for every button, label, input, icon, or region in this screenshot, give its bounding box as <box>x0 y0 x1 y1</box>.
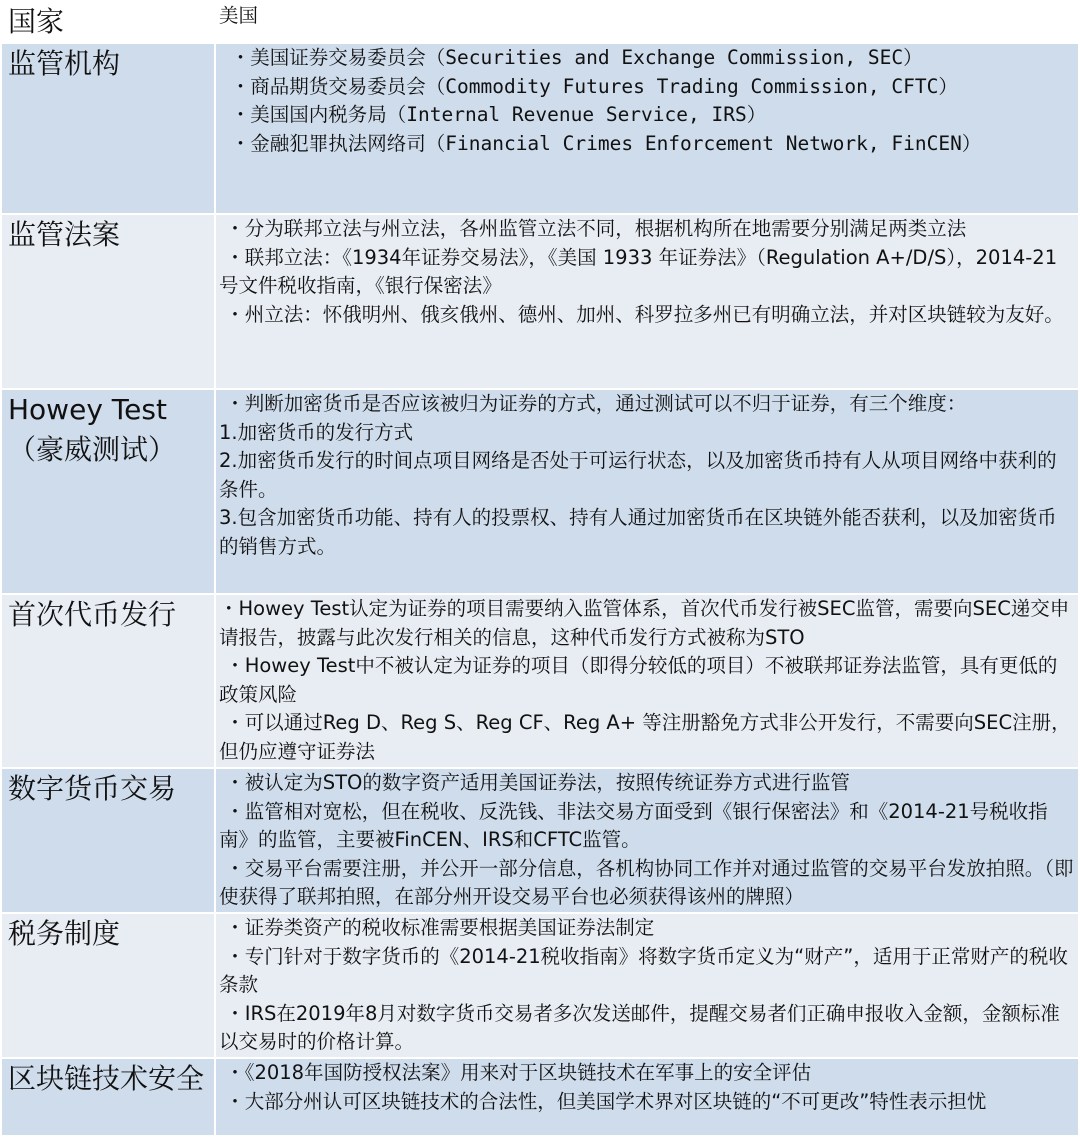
value-line: ・判断加密货币是否应该被归为证券的方式，通过测试可以不归于证券，有三个维度： <box>219 392 967 415</box>
table-row <box>1 913 1079 1058</box>
value-line: ・分为联邦立法与州立法，各州监管立法不同，根据机构所在地需要分别满足两类立法 <box>219 217 967 240</box>
howey-test-label-cn: （豪威测试） <box>8 433 177 466</box>
value-line: 美国 <box>219 4 259 27</box>
value-line: ・被认定为STO的数字资产适用美国证券法，按照传统证券方式进行监管 <box>219 771 850 794</box>
row-value-blockchain-security <box>215 1058 1079 1136</box>
value-line: ・Howey Test认定为证券的项目需要纳入监管体系，首次代币发行被SEC监管，需要向SEC递交申请报告，披露与此次发行相关的信息，这种代币发行方式被称为STO <box>219 597 1070 649</box>
value-line: ・可以通过Reg D、Reg S、Reg CF、Reg A+ 等注册豁免方式非公开发行，不需要向SEC注册，但仍应遵守证券法 <box>219 711 1071 763</box>
value-line: ・证券类资产的税收标准需要根据美国证券法制定 <box>219 916 655 939</box>
value-line: ・专门针对于数字货币的《2014-21税收指南》将数字货币定义为“财产”，适用于正常财产的税收条款 <box>219 944 1068 997</box>
row-key-ico: 首次代币发行 <box>1 594 215 768</box>
row-key-digital-currency-trading: 数字货币交易 <box>1 768 215 913</box>
table-row <box>1 768 1079 913</box>
table-row <box>1 1058 1079 1136</box>
row-value-tax-system <box>215 913 1079 1058</box>
row-value-ico <box>215 594 1079 768</box>
row-key-howey-test <box>1 389 215 594</box>
value-line: ・美国证券交易委员会（Securities and Exchange Commission, SEC） <box>219 46 923 69</box>
value-line: ・监管相对宽松，但在税收、反洗钱、非法交易方面受到《银行保密法》和《2014-21号税收指南》的监管，主要被FinCEN、IRS和CFTC监管。 <box>219 799 1048 852</box>
value-line: ・交易平台需要注册，并公开一部分信息，各机构协同工作并对通过监管的交易平台发放拍照。（即使获得了联邦拍照，在部分州开设交易平台也必须获得该州的牌照） <box>219 856 1074 909</box>
row-value-digital-currency-trading <box>215 768 1079 913</box>
value-line: 2.加密货币发行的时间点项目网络是否处于可运行状态，以及加密货币持有人从项目网络中获利的条件。 <box>219 449 1057 501</box>
row-value-country <box>215 1 1079 43</box>
row-key-tax-system: 税务制度 <box>1 913 215 1058</box>
table-row <box>1 43 1079 214</box>
table-row <box>1 389 1079 594</box>
value-line: ・联邦立法：《1934年证券交易法》，《美国 1933 年证券法》（Regulation A+/D/S），2014-21号文件税收指南，《银行保密法》 <box>219 245 1058 298</box>
value-line: ・商品期货交易委员会（Commodity Futures Trading Commission, CFTC） <box>219 74 958 98</box>
row-value-regulators <box>215 43 1079 214</box>
value-line: ・大部分州认可区块链技术的合法性，但美国学术界对区块链的“不可更改”特性表示担忧 <box>219 1089 987 1113</box>
value-line: ・金融犯罪执法网络司（Financial Crimes Enforcement Network, FinCEN） <box>219 131 982 155</box>
row-value-howey-test <box>215 389 1079 594</box>
value-line: 1.加密货币的发行方式 <box>219 420 414 444</box>
value-line: ・美国国内税务局（Internal Revenue Service, IRS） <box>219 103 767 127</box>
value-line: ・州立法：怀俄明州、俄亥俄州、德州、加州、科罗拉多州已有明确立法，并对区块链较为友好。 <box>219 302 1064 326</box>
row-key-blockchain-security: 区块链技术安全 <box>1 1058 215 1136</box>
table-row <box>1 594 1079 768</box>
row-key-regulators: 监管机构 <box>1 43 215 214</box>
row-value-regulation-acts <box>215 214 1079 389</box>
value-line: ・IRS在2019年8月对数字货币交易者多次发送邮件，提醒交易者们正确申报收入金额，金额标准以交易时的价格计算。 <box>219 1001 1060 1054</box>
row-key-regulation-acts: 监管法案 <box>1 214 215 389</box>
row-key-country: 国家 <box>1 1 215 43</box>
value-line: ・Howey Test中不被认定为证券的项目（即得分较低的项目）不被联邦证券法监管，具有更低的政策风险 <box>219 654 1058 706</box>
table-row <box>1 214 1079 389</box>
value-line: 3.包含加密货币功能、持有人的投票权、持有人通过加密货币在区块链外能否获利，以及加密货币的销售方式。 <box>219 506 1057 558</box>
value-line: ・《2018年国防授权法案》用来对于区块链技术在军事上的安全评估 <box>219 1060 812 1084</box>
table-row <box>1 1 1079 43</box>
howey-test-label: Howey Test <box>8 393 167 426</box>
